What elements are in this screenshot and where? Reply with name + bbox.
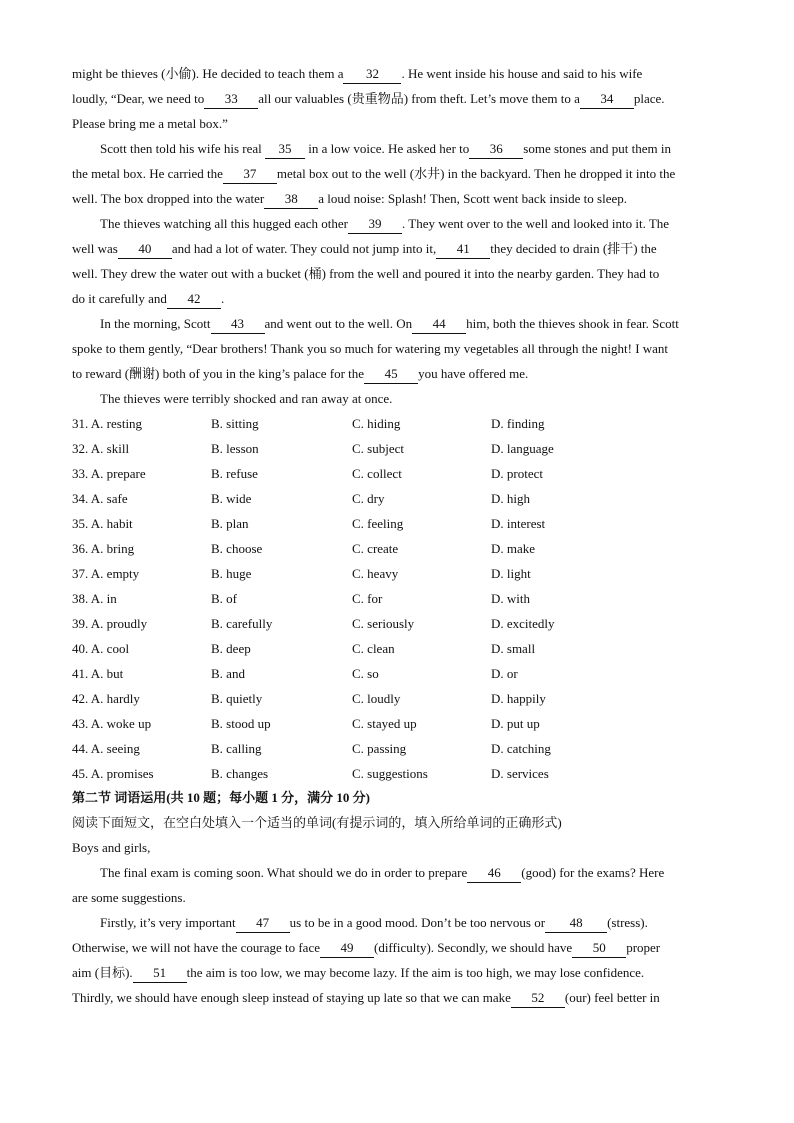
blank-35: 35 [265, 140, 305, 159]
text: proper [626, 940, 661, 955]
text: . [220, 291, 225, 306]
text: (our) feel better in [564, 990, 660, 1005]
text: a loud noise: Splash! Then, Scott went back inside to sleep. [318, 191, 628, 206]
section-heading: 第二节 词语运用(共 10 题；每小题 1 分，满分 10 分) [72, 790, 370, 805]
option-b: B. sitting [211, 416, 259, 431]
option-d: D. with [491, 591, 530, 606]
text: well was [72, 241, 118, 256]
passage-line [72, 885, 722, 910]
text: us to be in a good mood. Don’t be too nervous or [289, 915, 546, 930]
passage-line [72, 336, 722, 361]
blank-33: 33 [204, 90, 258, 109]
passage-line [72, 386, 750, 411]
option-d: D. excitedly [491, 616, 555, 631]
text: well. They drew the water out with a bucket (桶) from the well and poured it into the nearby garden. They had to [72, 266, 660, 281]
text: might be thieves (小偷). He decided to teach them a [72, 66, 344, 81]
option-a: 32. A. skill [72, 441, 130, 456]
option-d: D. services [491, 766, 549, 781]
option-c: C. hiding [352, 416, 401, 431]
blank-46: 46 [467, 864, 521, 883]
option-d: D. light [491, 566, 531, 581]
option-c: C. for [352, 591, 383, 606]
blank-32: 32 [343, 65, 401, 84]
option-b: B. and [211, 666, 245, 681]
option-b: B. choose [211, 541, 263, 556]
option-b: B. plan [211, 516, 249, 531]
text: metal box out to the well (水井) in the backyard. Then he dropped it into the [276, 166, 676, 181]
blank-49: 49 [320, 939, 374, 958]
passage-line [72, 860, 750, 885]
text: and went out to the well. On [264, 316, 413, 331]
option-b: B. wide [211, 491, 252, 506]
blank-50: 50 [572, 939, 626, 958]
passage-line [72, 136, 750, 161]
option-d: D. finding [491, 416, 545, 431]
option-b: B. calling [211, 741, 262, 756]
text: The thieves watching all this hugged each other [100, 216, 349, 231]
text: (stress). [607, 915, 648, 930]
text: the metal box. He carried the [72, 166, 223, 181]
passage-line [72, 311, 750, 336]
text: loudly, “Dear, we need to [72, 91, 205, 106]
blank-47: 47 [236, 914, 290, 933]
option-c: C. loudly [352, 691, 401, 706]
blank-52: 52 [511, 989, 565, 1008]
option-d: D. happily [491, 691, 546, 706]
option-d: D. interest [491, 516, 546, 531]
option-c: C. feeling [352, 516, 404, 531]
option-d: D. small [491, 641, 536, 656]
option-b: B. refuse [211, 466, 258, 481]
option-b: B. carefully [211, 616, 273, 631]
passage-line [72, 910, 750, 935]
option-a: 44. A. seeing [72, 741, 140, 756]
blank-43: 43 [211, 315, 265, 334]
blank-38: 38 [264, 190, 318, 209]
blank-51: 51 [133, 964, 187, 983]
greeting: Boys and girls, [72, 840, 151, 855]
text: . They went over to the well and looked into it. The [402, 216, 670, 231]
text: the aim is too low, we may become lazy. If the aim is too high, we may lose confidence. [186, 965, 645, 980]
text: are some suggestions. [72, 890, 186, 905]
text: him, both the thieves shook in fear. Scott [466, 316, 679, 331]
option-a: 35. A. habit [72, 516, 133, 531]
option-a: 39. A. proudly [72, 616, 148, 631]
option-d: D. language [491, 441, 554, 456]
option-a: 40. A. cool [72, 641, 130, 656]
option-a: 37. A. empty [72, 566, 140, 581]
option-d: D. protect [491, 466, 543, 481]
text: (difficulty). Secondly, we should have [373, 940, 573, 955]
blank-42: 42 [167, 290, 221, 309]
option-b: B. of [211, 591, 237, 606]
blank-45: 45 [364, 365, 418, 384]
option-c: C. passing [352, 741, 407, 756]
blank-36: 36 [469, 140, 523, 159]
text: all our valuables (贵重物品) from theft. Let’s move them to a [258, 91, 580, 106]
passage-line [72, 186, 722, 211]
option-d: D. put up [491, 716, 540, 731]
option-a: 38. A. in [72, 591, 117, 606]
blank-39: 39 [348, 215, 402, 234]
passage-line [72, 985, 722, 1010]
option-c: C. seriously [352, 616, 415, 631]
text: well. The box dropped into the water [72, 191, 265, 206]
blank-37: 37 [223, 165, 277, 184]
option-d: D. or [491, 666, 518, 681]
option-a: 43. A. woke up [72, 716, 152, 731]
passage-line [72, 61, 722, 86]
text: Please bring me a metal box.” [72, 116, 228, 131]
option-a: 33. A. prepare [72, 466, 146, 481]
blank-40: 40 [118, 240, 172, 259]
text: you have offered me. [418, 366, 529, 381]
text: and had a lot of water. They could not jump into it, [171, 241, 437, 256]
option-d: D. catching [491, 741, 551, 756]
option-c: C. create [352, 541, 399, 556]
option-a: 34. A. safe [72, 491, 128, 506]
text: Thirdly, we should have enough sleep instead of staying up late so that we can make [72, 990, 511, 1005]
text: . He went inside his house and said to his wife [401, 66, 643, 81]
passage-line [72, 236, 722, 261]
option-a: 41. A. but [72, 666, 124, 681]
option-b: B. quietly [211, 691, 263, 706]
option-a: 36. A. bring [72, 541, 135, 556]
option-c: C. suggestions [352, 766, 428, 781]
passage-line [72, 935, 722, 960]
option-c: C. subject [352, 441, 404, 456]
option-a: 42. A. hardly [72, 691, 140, 706]
option-c: C. heavy [352, 566, 399, 581]
passage-line [72, 261, 722, 286]
text: some stones and put them in [523, 141, 671, 156]
option-c: C. so [352, 666, 379, 681]
blank-41: 41 [436, 240, 490, 259]
text: Otherwise, we will not have the courage to face [72, 940, 320, 955]
text: do it carefully and [72, 291, 167, 306]
option-c: C. stayed up [352, 716, 417, 731]
text: The thieves were terribly shocked and ran away at once. [100, 391, 393, 406]
text: The final exam is coming soon. What should we do in order to prepare [100, 865, 468, 880]
option-a: 31. A. resting [72, 416, 143, 431]
option-b: B. changes [211, 766, 269, 781]
text: place. [633, 91, 665, 106]
text: in a low voice. He asked her to [305, 141, 470, 156]
option-c: C. collect [352, 466, 402, 481]
text: to reward (酬谢) both of you in the king’s palace for the [72, 366, 365, 381]
option-b: B. stood up [211, 716, 271, 731]
passage-line [72, 361, 722, 386]
text: aim (目标). [72, 965, 133, 980]
passage-line [72, 111, 722, 136]
option-d: D. make [491, 541, 536, 556]
text: (good) for the exams? Here [521, 865, 665, 880]
blank-44: 44 [412, 315, 466, 334]
option-b: B. lesson [211, 441, 259, 456]
option-a: 45. A. promises [72, 766, 154, 781]
text: Firstly, it’s very important [100, 915, 236, 930]
option-b: B. deep [211, 641, 251, 656]
option-b: B. huge [211, 566, 252, 581]
section-instruction: 阅读下面短文，在空白处填入一个适当的单词(有提示词的，填入所给单词的正确形式) [72, 815, 562, 830]
passage-line [72, 211, 750, 236]
blank-48: 48 [545, 914, 607, 933]
option-c: C. dry [352, 491, 385, 506]
passage-line [72, 286, 722, 311]
option-c: C. clean [352, 641, 395, 656]
text: In the morning, Scott [100, 316, 211, 331]
blank-34: 34 [580, 90, 634, 109]
text: spoke to them gently, “Dear brothers! Thank you so much for watering my vegetables all through the night! I want [72, 341, 669, 356]
passage-line [72, 960, 722, 985]
passage-line [72, 86, 722, 111]
option-d: D. high [491, 491, 530, 506]
text: Scott then told his wife his real [100, 141, 266, 156]
text: they decided to drain (排干) the [490, 241, 657, 256]
passage-line [72, 161, 722, 186]
